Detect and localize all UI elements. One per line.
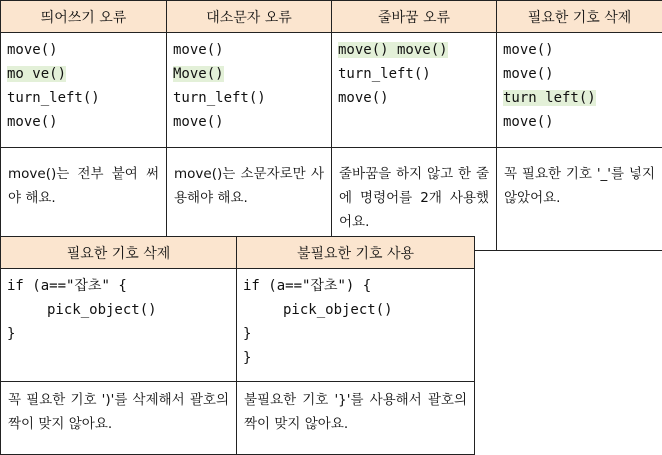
highlighted-code: move() move() (338, 42, 448, 58)
code-line: } (7, 322, 230, 346)
code-line-highlighted (7, 62, 160, 86)
code-line: pick_object() (243, 298, 468, 322)
code-cell-linebreak (332, 33, 497, 148)
note-case: move()는 소문자로만 사용해야 해요. (167, 148, 332, 251)
code-line: } (243, 346, 468, 370)
code-line: turn_left() (338, 62, 490, 86)
header-extra-symbol: 불필요한 기호 사용 (237, 237, 475, 269)
code-cell-missing-symbol (497, 33, 662, 148)
code-line: move() (173, 38, 325, 62)
code-line: if (a=="잡초") { (243, 274, 468, 298)
note-linebreak: 줄바꿈을 하지 않고 한 줄에 명령어를 2개 사용했어요. (332, 148, 497, 251)
note-extra-brace: 불필요한 기호 '}'를 사용해서 괄호의 짝이 맞지 않아요. (237, 382, 475, 455)
header-row (1, 237, 475, 269)
header-spacing-error: 띄어쓰기 오류 (1, 1, 167, 33)
code-line-highlighted (338, 38, 490, 62)
header-linebreak-error: 줄바꿈 오류 (332, 1, 497, 33)
code-line: move() (7, 38, 160, 62)
bracket-error-table (0, 236, 475, 455)
code-line-highlighted (503, 86, 656, 110)
note-row (1, 382, 475, 455)
header-case-error: 대소문자 오류 (167, 1, 332, 33)
header-missing-symbol: 필요한 기호 삭제 (497, 1, 662, 33)
highlighted-code: mo ve() (7, 66, 66, 82)
code-line: move() (338, 86, 490, 110)
note-spacing: move()는 전부 붙여 써야 해요. (1, 148, 167, 251)
code-row (1, 269, 475, 382)
highlighted-code: Move() (173, 66, 224, 82)
code-cell-spacing (1, 33, 167, 148)
code-row (1, 33, 662, 148)
code-cell-missing-paren (1, 269, 237, 382)
note-missing-paren: 꼭 필요한 기호 ')'를 삭제해서 괄호의 짝이 맞지 않아요. (1, 382, 237, 455)
note-missing-symbol: 꼭 필요한 기호 '_'를 넣지 않았어요. (497, 148, 662, 251)
code-line-highlighted (173, 62, 325, 86)
code-line: turn_left() (173, 86, 325, 110)
code-line: move() (503, 62, 656, 86)
code-line: move() (173, 110, 325, 134)
code-cell-case (167, 33, 332, 148)
code-cell-extra-brace (237, 269, 475, 382)
code-line: move() (7, 110, 160, 134)
header-missing-symbol: 필요한 기호 삭제 (1, 237, 237, 269)
code-line: move() (503, 110, 656, 134)
code-line: move() (503, 38, 656, 62)
code-line: pick_object() (7, 298, 230, 322)
header-row (1, 1, 662, 33)
code-line: turn_left() (7, 86, 160, 110)
code-line: } (243, 322, 468, 346)
code-line: if (a=="잡초" { (7, 274, 230, 298)
highlighted-code: turn left() (503, 90, 596, 106)
